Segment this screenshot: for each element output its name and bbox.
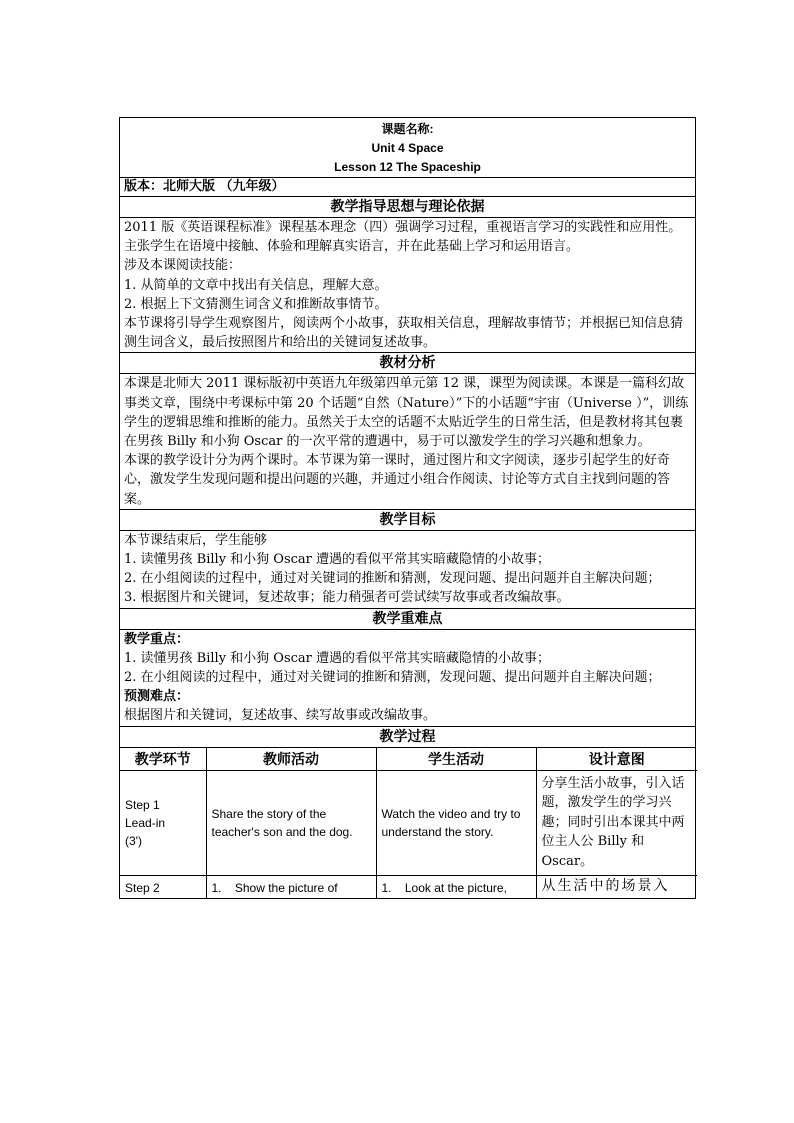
teacher-activity: 1. Show the picture of (211, 880, 338, 895)
guiding-section (120, 218, 695, 353)
process-section (120, 748, 695, 898)
objective-item: 2. 在小组阅读的过程中，通过对关键词的推断和猜测，发现问题、提出问题并自主解决问题； (124, 571, 661, 587)
table-row (120, 875, 697, 898)
teacher-activity-cell (206, 770, 376, 875)
process-table (120, 748, 697, 898)
column-header-teacher: 教师活动 (206, 748, 376, 771)
column-header-intent: 设计意图 (536, 748, 697, 771)
step-cell (120, 875, 206, 898)
column-header-step: 教学环节 (120, 748, 206, 771)
difficulty-text: 根据图片和关键词，复述故事、续写故事或改编故事。 (124, 708, 437, 724)
title-section (120, 118, 695, 178)
process-header-row (120, 748, 697, 771)
objectives-section (120, 531, 695, 609)
analysis-section (120, 374, 695, 509)
guiding-line: 1. 从简单的文章中找出有关信息，理解大意。 (124, 277, 388, 293)
version-line: 版本：北师大版 （九年级） (120, 177, 695, 197)
table-row (120, 770, 697, 875)
course-title-label: 课题名称: (381, 122, 434, 136)
keypoints-section (120, 630, 695, 727)
teacher-activity-cell (206, 875, 376, 898)
step-cell (120, 770, 206, 875)
step-name: Step 2 (125, 880, 160, 895)
guiding-heading: 教学指导思想与理论依据 (120, 197, 695, 218)
design-intent-cell (536, 770, 697, 875)
step-stage: Lead-in (125, 815, 166, 830)
analysis-paragraph: 本课的教学设计分为两个课时。本节课为第一课时，通过图片和文字阅读，逐步引起学生的好奇心，激发学生发现问题和提出问题的兴趣，并通过小组合作阅读、讨论等方式自主找到问题的答案。 (124, 453, 671, 507)
objectives-heading: 教学目标 (120, 510, 695, 531)
difficulty-label: 预测难点： (124, 689, 190, 705)
focus-item: 2. 在小组阅读的过程中，通过对关键词的推断和猜测，发现问题、提出问题并自主解决问题； (124, 670, 661, 686)
student-activity: 1. Look at the picture, (381, 880, 507, 895)
process-heading: 教学过程 (120, 727, 695, 748)
objective-item: 1. 读懂男孩 Billy 和小狗 Oscar 遭遇的看似平常其实暗藏隐情的小故事； (124, 552, 551, 568)
teacher-activity: Share the story of the teacher's son and the dog. (211, 806, 353, 839)
guiding-line: 2011 版《英语课程标准》课程基本理念（四）强调学习过程，重视语言学习的实践性和应用性。主张学生在语境中接触、体验和理解真实语言，并在此基础上学习和运用语言。 (124, 220, 682, 255)
lesson-title: Lesson 12 The Spaceship (334, 160, 481, 174)
analysis-paragraph: 本课是北师大 2011 课标版初中英语九年级第四单元第 12 课，课型为阅读课。本课是一篇科幻故事类文章，围绕中考课标中第 20 个话题“自然（Nature）”下的小话题“宇宙（Universe ）”，训练学生的逻辑思维和推断的能力。虽然关于太空的话题不太贴近学生的日常生活，但是教材将其包裹在男孩 Billy 和小狗 Oscar 的一次平常的遭遇中，易于可以激发学生的学习兴趣和想象力。 (124, 376, 689, 450)
student-activity: Watch the video and try to understand the story. (381, 806, 521, 839)
objective-item: 3. 根据图片和关键词，复述故事；能力稍强者可尝试续写故事或者改编故事。 (124, 590, 570, 606)
design-intent: 从生活中的场景入 (541, 877, 670, 894)
focus-item: 1. 读懂男孩 Billy 和小狗 Oscar 遭遇的看似平常其实暗藏隐情的小故事； (124, 650, 551, 666)
guiding-line: 本节课将引导学生观察图片，阅读两个小故事，获取相关信息，理解故事情节；并根据已知信息猜测生词含义，最后按照图片和给出的关键词复述故事。 (124, 316, 684, 351)
analysis-heading: 教材分析 (120, 353, 695, 374)
lesson-plan-document (119, 117, 696, 899)
objectives-intro: 本节课结束后，学生能够 (124, 532, 268, 548)
column-header-student: 学生活动 (376, 748, 536, 771)
student-activity-cell (376, 770, 536, 875)
guiding-line: 2. 根据上下文猜测生词含义和推断故事情节。 (124, 296, 388, 312)
student-activity-cell (376, 875, 536, 898)
keypoints-heading: 教学重难点 (120, 609, 695, 630)
guiding-line: 涉及本课阅读技能： (124, 258, 242, 274)
focus-label: 教学重点： (124, 631, 190, 647)
unit-title: Unit 4 Space (371, 141, 444, 155)
step-name: Step 1 (125, 797, 160, 812)
design-intent-cell (536, 875, 697, 898)
step-duration: (3') (125, 833, 142, 848)
design-intent: 分享生活小故事，引入话题，激发学生的学习兴趣；同时引出本课其中两位主人公 Billy 和 Oscar。 (541, 775, 685, 869)
